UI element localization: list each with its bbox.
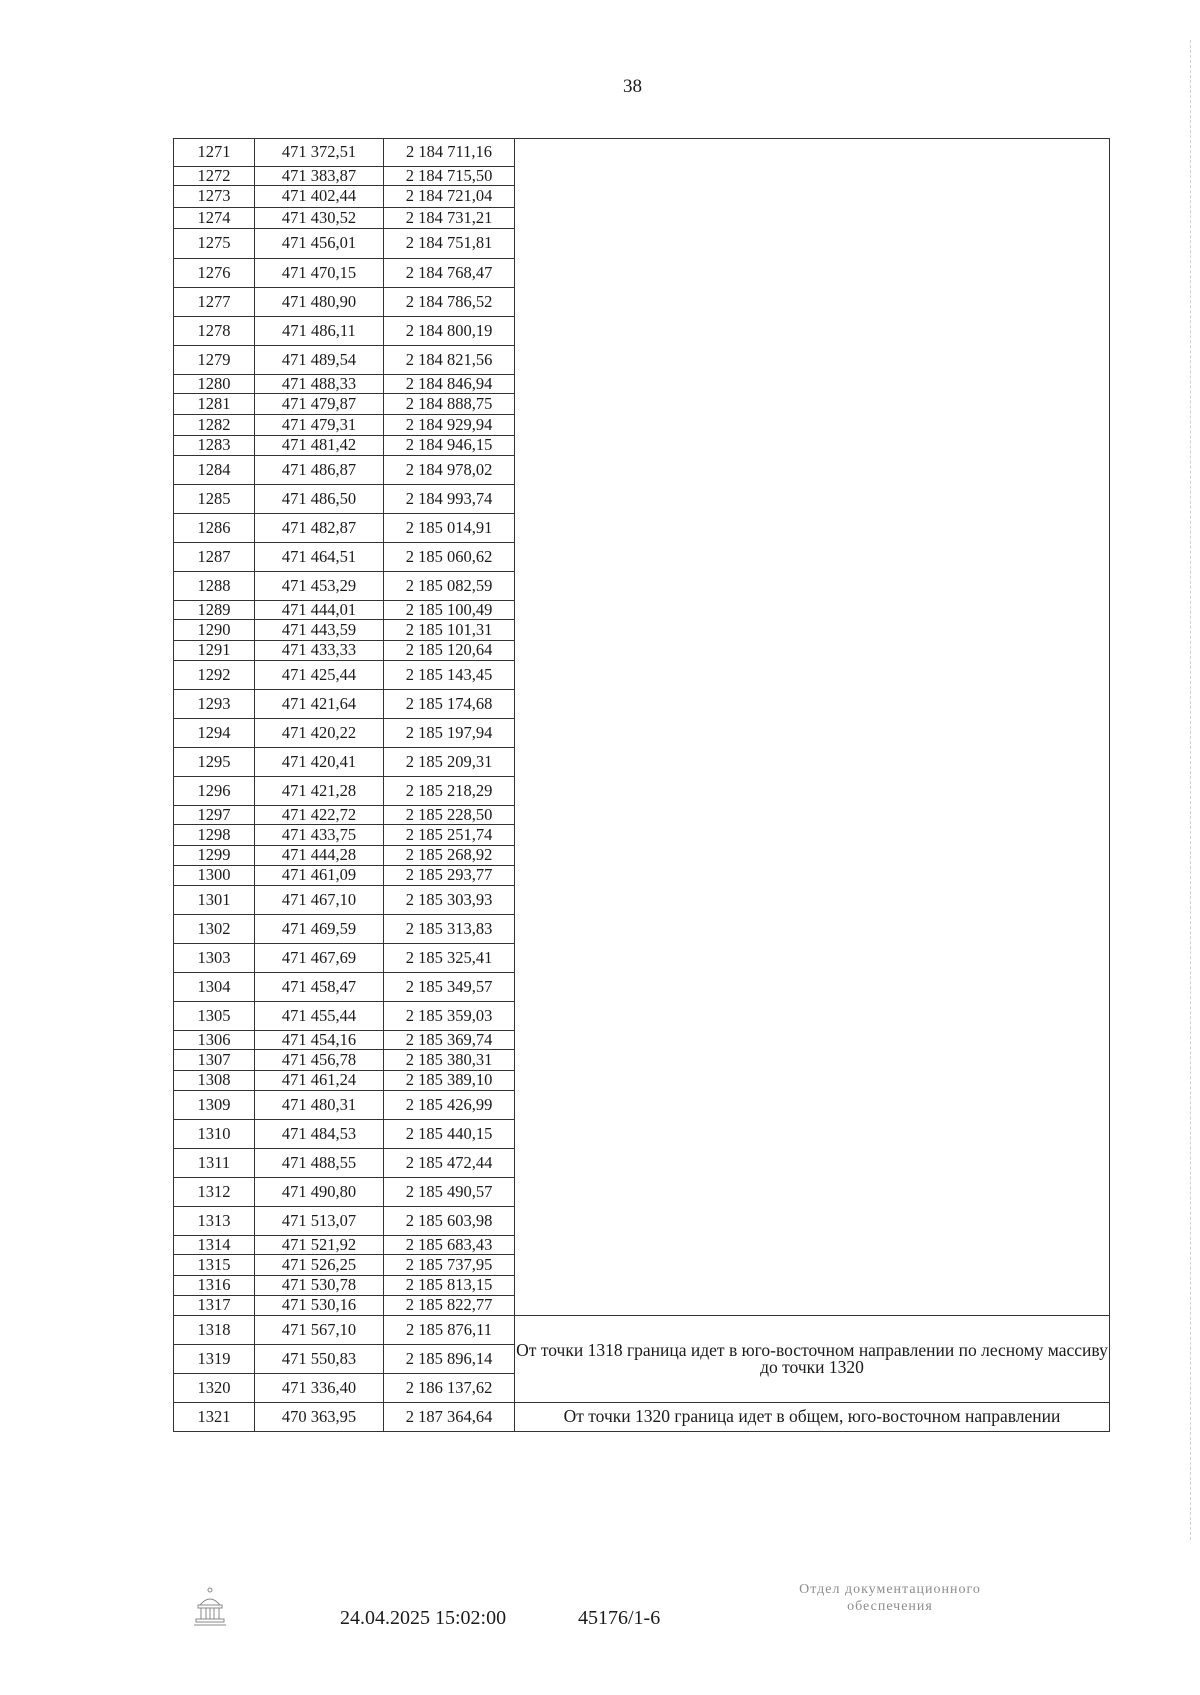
x-coordinate-cell: 471 488,55	[255, 1149, 384, 1178]
y-coordinate-cell: 2 185 060,62	[384, 543, 515, 572]
point-number-cell: 1300	[174, 866, 255, 886]
point-number-cell: 1315	[174, 1255, 255, 1276]
point-number-cell: 1274	[174, 208, 255, 229]
point-number-cell: 1321	[174, 1403, 255, 1432]
y-coordinate-cell: 2 185 876,11	[384, 1316, 515, 1345]
point-number-cell: 1282	[174, 415, 255, 436]
point-number-cell: 1294	[174, 719, 255, 748]
x-coordinate-cell: 471 433,33	[255, 641, 384, 661]
x-coordinate-cell: 471 521,92	[255, 1236, 384, 1255]
x-coordinate-cell: 471 480,90	[255, 288, 384, 317]
point-number-cell: 1283	[174, 436, 255, 456]
point-number-cell: 1295	[174, 748, 255, 777]
y-coordinate-cell: 2 185 369,74	[384, 1031, 515, 1050]
y-coordinate-cell: 2 185 120,64	[384, 641, 515, 661]
x-coordinate-cell: 471 484,53	[255, 1120, 384, 1149]
point-number-cell: 1297	[174, 806, 255, 825]
x-coordinate-cell: 471 482,87	[255, 514, 384, 543]
stamp-code: 45176/1-6	[578, 1607, 661, 1629]
department-stamp-line1: Отдел документационного	[799, 1582, 981, 1597]
y-coordinate-cell: 2 185 293,77	[384, 866, 515, 886]
y-coordinate-cell: 2 184 929,94	[384, 415, 515, 436]
y-coordinate-cell: 2 185 209,31	[384, 748, 515, 777]
x-coordinate-cell: 471 470,15	[255, 259, 384, 288]
blank-description-cell	[515, 139, 1110, 1316]
x-coordinate-cell: 471 430,52	[255, 208, 384, 229]
x-coordinate-cell: 471 464,51	[255, 543, 384, 572]
table-row	[174, 139, 1110, 167]
y-coordinate-cell: 2 185 737,95	[384, 1255, 515, 1276]
point-number-cell: 1284	[174, 456, 255, 485]
x-coordinate-cell: 471 455,44	[255, 1002, 384, 1031]
x-coordinate-cell: 471 479,87	[255, 394, 384, 415]
y-coordinate-cell: 2 185 380,31	[384, 1050, 515, 1071]
table-row	[174, 1316, 1110, 1345]
x-coordinate-cell: 471 420,41	[255, 748, 384, 777]
point-number-cell: 1273	[174, 186, 255, 208]
point-number-cell: 1310	[174, 1120, 255, 1149]
y-coordinate-cell: 2 185 822,77	[384, 1296, 515, 1316]
point-number-cell: 1285	[174, 485, 255, 514]
table-row	[174, 1403, 1110, 1432]
point-number-cell: 1287	[174, 543, 255, 572]
point-number-cell: 1293	[174, 690, 255, 719]
x-coordinate-cell: 471 336,40	[255, 1374, 384, 1403]
y-coordinate-cell: 2 184 751,81	[384, 229, 515, 259]
y-coordinate-cell: 2 184 821,56	[384, 346, 515, 375]
x-coordinate-cell: 471 443,59	[255, 620, 384, 641]
point-number-cell: 1290	[174, 620, 255, 641]
point-number-cell: 1314	[174, 1236, 255, 1255]
boundary-description-2: От точки 1320 граница идет в общем, юго-восточном направлении	[515, 1403, 1110, 1432]
point-number-cell: 1319	[174, 1345, 255, 1374]
point-number-cell: 1296	[174, 777, 255, 806]
y-coordinate-cell: 2 184 946,15	[384, 436, 515, 456]
y-coordinate-cell: 2 184 731,21	[384, 208, 515, 229]
point-number-cell: 1291	[174, 641, 255, 661]
x-coordinate-cell: 471 372,51	[255, 139, 384, 167]
point-number-cell: 1286	[174, 514, 255, 543]
y-coordinate-cell: 2 184 711,16	[384, 139, 515, 167]
point-number-cell: 1277	[174, 288, 255, 317]
y-coordinate-cell: 2 185 440,15	[384, 1120, 515, 1149]
x-coordinate-cell: 471 490,80	[255, 1178, 384, 1207]
y-coordinate-cell: 2 185 389,10	[384, 1071, 515, 1091]
y-coordinate-cell: 2 185 218,29	[384, 777, 515, 806]
y-coordinate-cell: 2 185 349,57	[384, 973, 515, 1002]
y-coordinate-cell: 2 185 896,14	[384, 1345, 515, 1374]
boundary-description-1: От точки 1318 граница идет в юго-восточном направлении по лесному массиву до точки 1320	[515, 1316, 1110, 1403]
y-coordinate-cell: 2 185 251,74	[384, 825, 515, 846]
point-number-cell: 1289	[174, 601, 255, 620]
point-number-cell: 1309	[174, 1091, 255, 1120]
stamp-date: 24.04.2025 15:02:00	[340, 1607, 507, 1629]
x-coordinate-cell: 471 486,87	[255, 456, 384, 485]
y-coordinate-cell: 2 185 268,92	[384, 846, 515, 866]
x-coordinate-cell: 471 513,07	[255, 1207, 384, 1236]
y-coordinate-cell: 2 184 888,75	[384, 394, 515, 415]
department-stamp	[760, 1582, 1020, 1616]
x-coordinate-cell: 471 433,75	[255, 825, 384, 846]
point-number-cell: 1279	[174, 346, 255, 375]
x-coordinate-cell: 471 420,22	[255, 719, 384, 748]
x-coordinate-cell: 471 526,25	[255, 1255, 384, 1276]
x-coordinate-cell: 471 467,69	[255, 944, 384, 973]
y-coordinate-cell: 2 185 359,03	[384, 1002, 515, 1031]
x-coordinate-cell: 471 469,59	[255, 915, 384, 944]
x-coordinate-cell: 470 363,95	[255, 1403, 384, 1432]
x-coordinate-cell: 471 479,31	[255, 415, 384, 436]
point-number-cell: 1298	[174, 825, 255, 846]
x-coordinate-cell: 471 530,16	[255, 1296, 384, 1316]
point-number-cell: 1305	[174, 1002, 255, 1031]
x-coordinate-cell: 471 402,44	[255, 186, 384, 208]
y-coordinate-cell: 2 185 325,41	[384, 944, 515, 973]
x-coordinate-cell: 471 421,28	[255, 777, 384, 806]
x-coordinate-cell: 471 454,16	[255, 1031, 384, 1050]
point-number-cell: 1307	[174, 1050, 255, 1071]
x-coordinate-cell: 471 480,31	[255, 1091, 384, 1120]
y-coordinate-cell: 2 185 683,43	[384, 1236, 515, 1255]
scan-edge-line	[1190, 40, 1192, 1540]
y-coordinate-cell: 2 184 993,74	[384, 485, 515, 514]
x-coordinate-cell: 471 453,29	[255, 572, 384, 601]
point-number-cell: 1303	[174, 944, 255, 973]
point-number-cell: 1278	[174, 317, 255, 346]
point-number-cell: 1312	[174, 1178, 255, 1207]
x-coordinate-cell: 471 489,54	[255, 346, 384, 375]
y-coordinate-cell: 2 184 846,94	[384, 375, 515, 394]
point-number-cell: 1299	[174, 846, 255, 866]
y-coordinate-cell: 2 185 426,99	[384, 1091, 515, 1120]
coordinates-table	[173, 138, 1110, 1432]
point-number-cell: 1317	[174, 1296, 255, 1316]
y-coordinate-cell: 2 185 143,45	[384, 661, 515, 690]
y-coordinate-cell: 2 184 768,47	[384, 259, 515, 288]
y-coordinate-cell: 2 186 137,62	[384, 1374, 515, 1403]
y-coordinate-cell: 2 185 603,98	[384, 1207, 515, 1236]
emblem-icon	[188, 1585, 232, 1629]
point-number-cell: 1280	[174, 375, 255, 394]
x-coordinate-cell: 471 467,10	[255, 886, 384, 915]
x-coordinate-cell: 471 550,83	[255, 1345, 384, 1374]
x-coordinate-cell: 471 461,24	[255, 1071, 384, 1091]
y-coordinate-cell: 2 185 303,93	[384, 886, 515, 915]
point-number-cell: 1306	[174, 1031, 255, 1050]
y-coordinate-cell: 2 185 014,91	[384, 514, 515, 543]
point-number-cell: 1276	[174, 259, 255, 288]
y-coordinate-cell: 2 184 800,19	[384, 317, 515, 346]
x-coordinate-cell: 471 456,78	[255, 1050, 384, 1071]
y-coordinate-cell: 2 185 228,50	[384, 806, 515, 825]
y-coordinate-cell: 2 184 978,02	[384, 456, 515, 485]
point-number-cell: 1281	[174, 394, 255, 415]
point-number-cell: 1311	[174, 1149, 255, 1178]
y-coordinate-cell: 2 185 082,59	[384, 572, 515, 601]
y-coordinate-cell: 2 185 101,31	[384, 620, 515, 641]
point-number-cell: 1301	[174, 886, 255, 915]
department-stamp-line2: обеспечения	[847, 1598, 933, 1614]
y-coordinate-cell: 2 184 715,50	[384, 167, 515, 186]
x-coordinate-cell: 471 444,28	[255, 846, 384, 866]
y-coordinate-cell: 2 185 313,83	[384, 915, 515, 944]
point-number-cell: 1288	[174, 572, 255, 601]
y-coordinate-cell: 2 185 197,94	[384, 719, 515, 748]
point-number-cell: 1275	[174, 229, 255, 259]
point-number-cell: 1316	[174, 1276, 255, 1296]
point-number-cell: 1318	[174, 1316, 255, 1345]
x-coordinate-cell: 471 456,01	[255, 229, 384, 259]
point-number-cell: 1304	[174, 973, 255, 1002]
point-number-cell: 1320	[174, 1374, 255, 1403]
point-number-cell: 1308	[174, 1071, 255, 1091]
point-number-cell: 1272	[174, 167, 255, 186]
x-coordinate-cell: 471 567,10	[255, 1316, 384, 1345]
y-coordinate-cell: 2 185 100,49	[384, 601, 515, 620]
x-coordinate-cell: 471 425,44	[255, 661, 384, 690]
x-coordinate-cell: 471 488,33	[255, 375, 384, 394]
x-coordinate-cell: 471 458,47	[255, 973, 384, 1002]
point-number-cell: 1292	[174, 661, 255, 690]
page-number: 38	[623, 76, 642, 97]
y-coordinate-cell: 2 185 472,44	[384, 1149, 515, 1178]
y-coordinate-cell: 2 187 364,64	[384, 1403, 515, 1432]
y-coordinate-cell: 2 185 813,15	[384, 1276, 515, 1296]
y-coordinate-cell: 2 184 786,52	[384, 288, 515, 317]
point-number-cell: 1302	[174, 915, 255, 944]
x-coordinate-cell: 471 481,42	[255, 436, 384, 456]
point-number-cell: 1313	[174, 1207, 255, 1236]
x-coordinate-cell: 471 383,87	[255, 167, 384, 186]
x-coordinate-cell: 471 486,50	[255, 485, 384, 514]
x-coordinate-cell: 471 421,64	[255, 690, 384, 719]
y-coordinate-cell: 2 185 490,57	[384, 1178, 515, 1207]
y-coordinate-cell: 2 185 174,68	[384, 690, 515, 719]
x-coordinate-cell: 471 422,72	[255, 806, 384, 825]
x-coordinate-cell: 471 530,78	[255, 1276, 384, 1296]
x-coordinate-cell: 471 461,09	[255, 866, 384, 886]
x-coordinate-cell: 471 444,01	[255, 601, 384, 620]
y-coordinate-cell: 2 184 721,04	[384, 186, 515, 208]
x-coordinate-cell: 471 486,11	[255, 317, 384, 346]
point-number-cell: 1271	[174, 139, 255, 167]
